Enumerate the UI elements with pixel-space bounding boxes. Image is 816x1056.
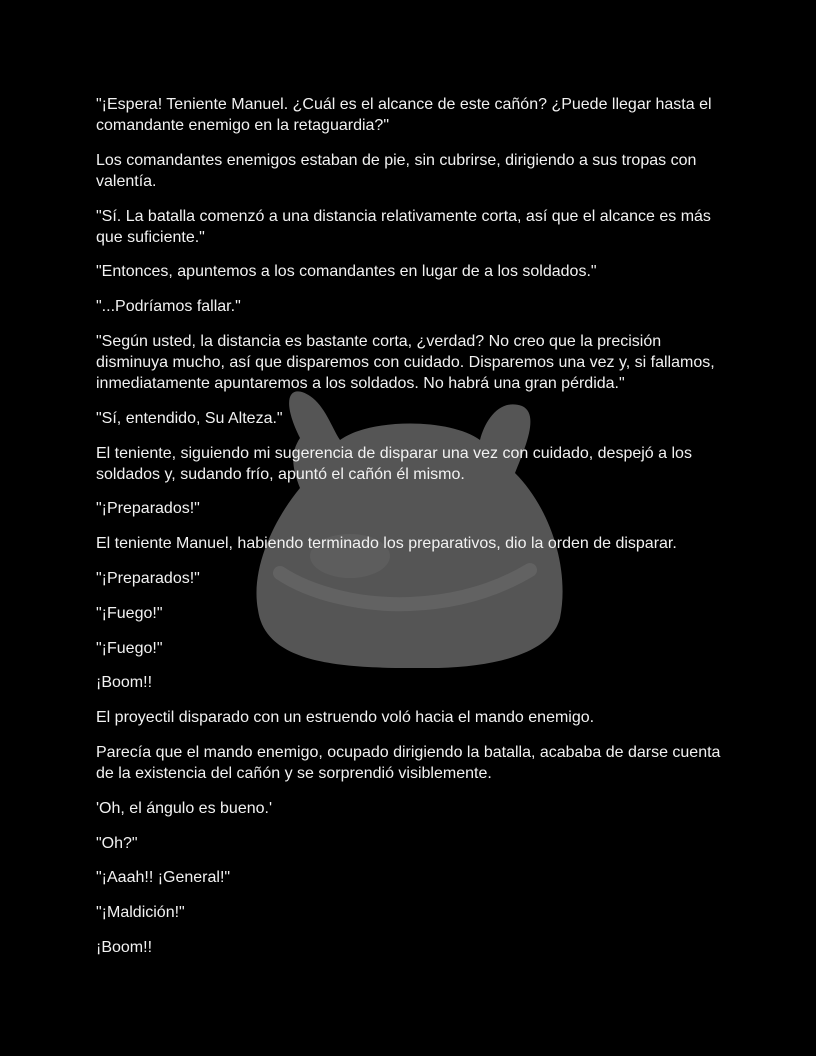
paragraph: El teniente Manuel, habiendo terminado los preparativos, dio la orden de disparar. — [96, 535, 677, 553]
paragraph: "¡Fuego!" — [96, 604, 163, 622]
paragraph: ¡Boom!! — [96, 674, 153, 692]
paragraph: "...Podríamos fallar." — [96, 298, 241, 316]
paragraph: "Oh?" — [96, 834, 138, 852]
paragraph: "¡Fuego!" — [96, 639, 163, 657]
paragraph: "¡Preparados!" — [96, 569, 200, 587]
paragraph: ¡Boom!! — [96, 938, 153, 956]
paragraph: El teniente, siguiendo mi sugerencia de disparar una vez con cuidado, despejó a los soldados y, sudando frío, apuntó el cañón él mismo. — [96, 444, 692, 483]
paragraph: "Sí, entendido, Su Alteza." — [96, 409, 283, 427]
paragraph: "¡Preparados!" — [96, 500, 200, 518]
paragraph: "Según usted, la distancia es bastante corta, ¿verdad? No creo que la precisión disminuya mucho, así que disparemos con cuidado. Disparemos una vez y, si fallamos, inmediatamente apuntaremos a los soldados. No habrá una gran pérdida." — [96, 332, 715, 392]
document-page — [96, 94, 726, 972]
paragraph: "¡Aaah!! ¡General!" — [96, 869, 231, 887]
paragraph: El proyectil disparado con un estruendo voló hacia el mando enemigo. — [96, 709, 595, 727]
paragraph: "¡Espera! Teniente Manuel. ¿Cuál es el alcance de este cañón? ¿Puede llegar hasta el comandante enemigo en la retaguardia?" — [96, 96, 712, 134]
paragraph: "¡Maldición!" — [96, 904, 185, 922]
paragraph: Los comandantes enemigos estaban de pie, sin cubrirse, dirigiendo a sus tropas con valentía. — [96, 151, 697, 190]
paragraph: Parecía que el mando enemigo, ocupado dirigiendo la batalla, acababa de darse cuenta de la existencia del cañón y se sorprendió visiblemente. — [96, 743, 721, 782]
paragraph: "Entonces, apuntemos a los comandantes en lugar de a los soldados." — [96, 263, 597, 281]
paragraph: "Sí. La batalla comenzó a una distancia relativamente corta, así que el alcance es más que suficiente." — [96, 207, 711, 246]
paragraph: 'Oh, el ángulo es bueno.' — [96, 799, 273, 817]
